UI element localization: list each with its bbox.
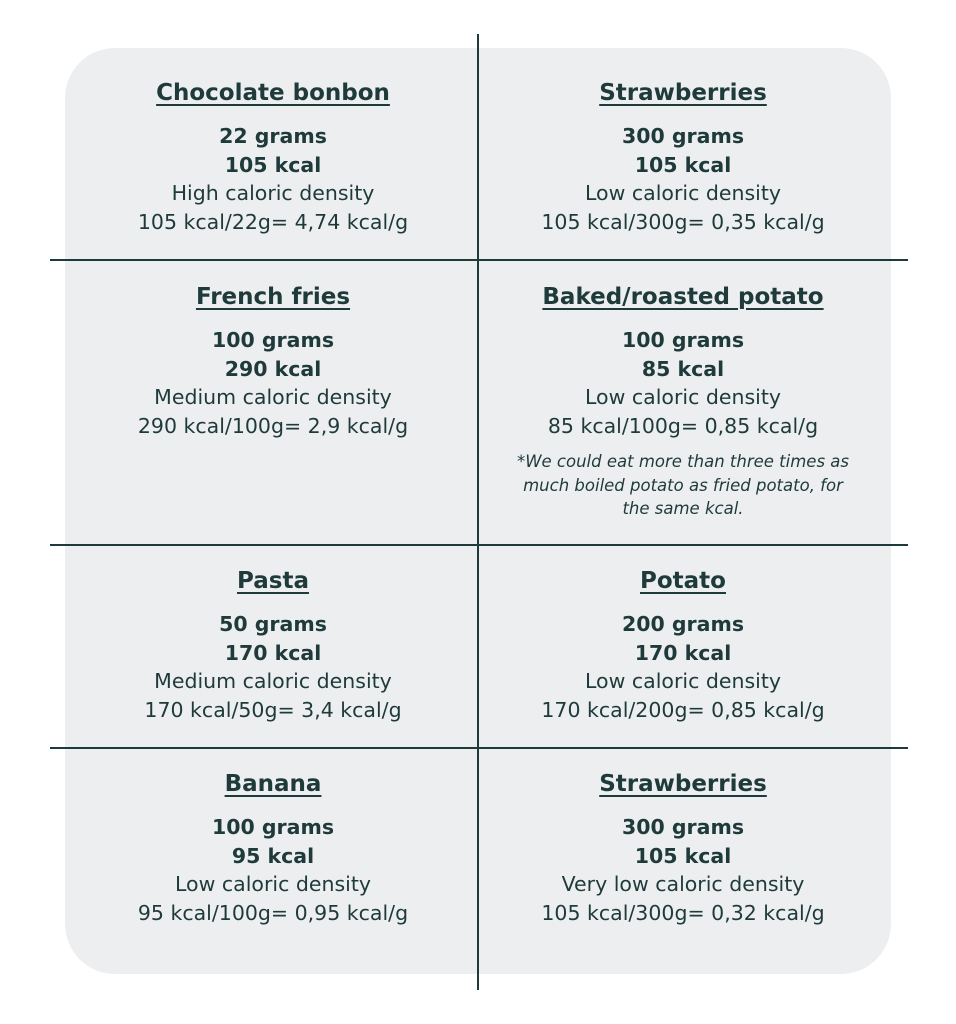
row-divider-2 [50, 544, 908, 546]
food-density: Medium caloric density [154, 669, 392, 693]
food-grams: 300 grams [621, 124, 745, 148]
food-density: Very low caloric density [561, 872, 805, 896]
food-density: Low caloric density [584, 181, 782, 205]
food-kcal: 290 kcal [224, 356, 322, 381]
cell-strawberries-1 [478, 78, 888, 236]
row-divider-1 [50, 259, 908, 261]
row-divider-3 [50, 747, 908, 749]
food-formula: 105 kcal/300g= 0,35 kcal/g [541, 209, 825, 234]
food-formula: 105 kcal/22g= 4,74 kcal/g [137, 209, 409, 234]
food-kcal: 105 kcal [634, 152, 732, 177]
cell-baked-roasted-potato [478, 282, 888, 521]
food-grams: 300 grams [621, 815, 745, 839]
food-grams: 50 grams [219, 612, 327, 636]
food-title: Banana [224, 771, 322, 797]
cell-strawberries-2 [478, 769, 888, 927]
food-density: Low caloric density [584, 669, 782, 693]
food-title: French fries [195, 284, 351, 310]
food-density: Low caloric density [584, 385, 782, 409]
food-kcal: 105 kcal [224, 152, 322, 177]
food-title: Pasta [237, 568, 309, 594]
food-title: Potato [640, 568, 726, 594]
food-grams: 22 grams [219, 124, 327, 148]
food-grams: 100 grams [211, 328, 335, 352]
food-formula: 170 kcal/50g= 3,4 kcal/g [144, 697, 402, 722]
food-formula: 105 kcal/300g= 0,32 kcal/g [541, 900, 825, 925]
cell-pasta [68, 566, 478, 724]
food-formula: 170 kcal/200g= 0,85 kcal/g [541, 697, 825, 722]
food-density: High caloric density [171, 181, 375, 205]
food-title: Strawberries [599, 80, 767, 106]
cell-chocolate-bonbon [68, 78, 478, 236]
food-density: Low caloric density [174, 872, 372, 896]
food-formula: 85 kcal/100g= 0,85 kcal/g [547, 413, 819, 438]
food-grams: 200 grams [621, 612, 745, 636]
food-kcal: 170 kcal [634, 640, 732, 665]
food-title: Strawberries [599, 771, 767, 797]
food-formula: 95 kcal/100g= 0,95 kcal/g [137, 900, 409, 925]
food-kcal: 105 kcal [634, 843, 732, 868]
food-grams: 100 grams [211, 815, 335, 839]
food-title: Baked/roasted potato [542, 284, 824, 310]
food-kcal: 85 kcal [641, 356, 725, 381]
cell-banana [68, 769, 478, 927]
cell-french-fries [68, 282, 478, 440]
food-grams: 100 grams [621, 328, 745, 352]
food-title: Chocolate bonbon [156, 80, 390, 106]
footnote: *We could eat more than three times as much boiled potato as fried potato, for the same kcal. [516, 452, 850, 518]
food-kcal: 170 kcal [224, 640, 322, 665]
food-formula: 290 kcal/100g= 2,9 kcal/g [137, 413, 409, 438]
cell-potato [478, 566, 888, 724]
food-density: Medium caloric density [154, 385, 392, 409]
food-kcal: 95 kcal [231, 843, 315, 868]
